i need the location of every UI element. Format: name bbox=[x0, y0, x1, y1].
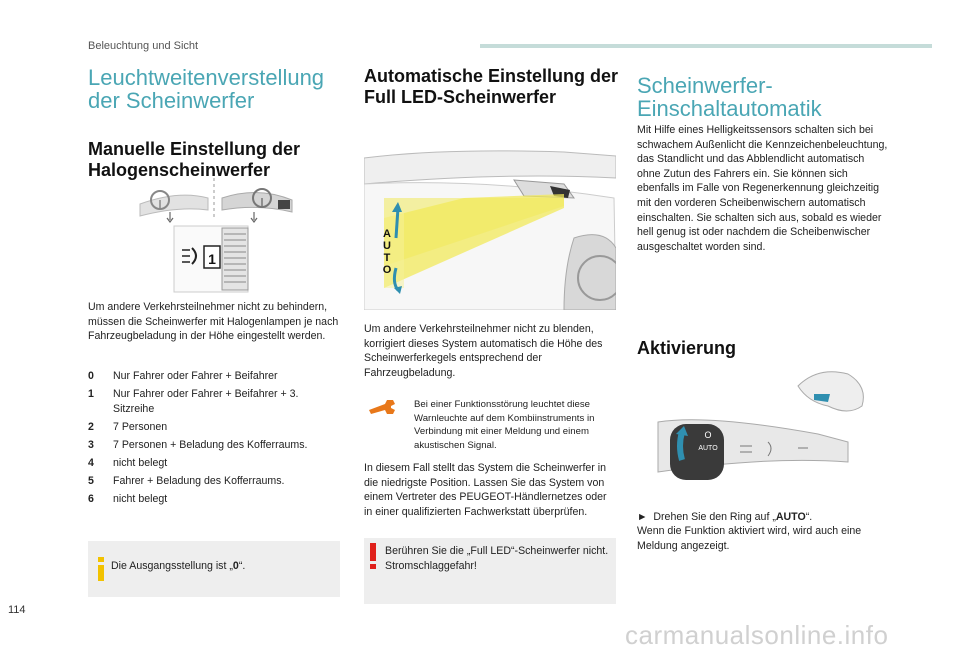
page-number: 114 bbox=[8, 604, 26, 616]
caution-note-text: Berühren Sie die „Full LED“-Scheinwerfer nicht. Stromschlaggefahr! bbox=[385, 545, 609, 572]
column-headlamp-manual bbox=[88, 66, 340, 181]
col2-intro: Um andere Verkehrsteilnehmer nicht zu blenden, korrigiert dieses System automatisch die Höhe des Scheinwerferkegels entsprechend der Fahrzeugbeladung. bbox=[364, 323, 603, 379]
auto-letter: T bbox=[383, 252, 391, 264]
auto-letter: U bbox=[383, 240, 391, 252]
caution-note bbox=[364, 538, 616, 604]
auto-vertical-label bbox=[381, 228, 393, 276]
list-item: 4 nicht belegt bbox=[88, 456, 168, 469]
dashboard-high-icon bbox=[222, 189, 292, 222]
list-item: 5 Fahrer + Beladung des Kofferraums. bbox=[88, 475, 285, 488]
stalk-label-auto: AUTO bbox=[698, 445, 718, 452]
col3-intro: Mit Hilfe eines Helligkeitssensors schalten sich bei schwachem Außenlicht die Kennzeichenbeleuchtung, das Standlicht und das Abblendlicht automatisch ohne Zutun des Fahrers ein. Sie können sich ebenfalls im Falle von Regenerkennung gleichzeitig mit den vorderen Scheibenwischern automatisch einschalten. Sie schalten sich aus, sobald es wieder hell genug ist oder nachdem die Scheibenwischer ausgeschaltet worden sind. bbox=[637, 124, 888, 253]
header-divider bbox=[480, 44, 932, 48]
section-title-auto: Automatische Einstellung der Full LED-Scheinwerfer bbox=[364, 66, 619, 107]
column-headlamp-auto bbox=[364, 66, 619, 108]
step-bullet-icon: ► bbox=[637, 511, 654, 523]
headlamp-beam-illustration bbox=[364, 138, 616, 310]
info-note bbox=[88, 541, 340, 597]
stalk-label-o: O bbox=[704, 430, 712, 440]
wrench-icon bbox=[367, 398, 397, 416]
list-item: 0 Nur Fahrer oder Fahrer + Beifahrer bbox=[88, 370, 278, 382]
col1-intro: Um andere Verkehrsteilnehmer nicht zu behindern, müssen die Scheinwerfer mit Halogenlampen je nach Fahrzeugbeladung in der Höhe eingestellt werden. bbox=[88, 301, 339, 343]
section-title-manual: Manuelle Einstellung der Halogenscheinwerfer bbox=[88, 139, 301, 180]
headlamp-adjustment-illustration bbox=[138, 176, 298, 296]
section-label: Beleuchtung und Sicht bbox=[88, 40, 199, 52]
list-item: 2 7 Personen bbox=[88, 420, 168, 433]
load-position-list bbox=[88, 369, 340, 510]
auto-letter: O bbox=[382, 264, 392, 276]
section-title-activation: Aktivierung bbox=[637, 338, 737, 358]
column-auto-lighting bbox=[637, 66, 889, 120]
watermark: carmanualsonline.info bbox=[625, 620, 889, 649]
list-item: 1 Nur Fahrer oder Fahrer + Beifahrer + 3. Sitzreihe bbox=[88, 388, 299, 415]
col2-fallback: In diesem Fall stellt das System die Scheinwerfer in die niedrigste Position. Lassen Sie das System von einem Vertreter des PEUGEOT-Händlernetzes oder in einer qualifizierten Fachwerkstatt überprüfen. bbox=[364, 462, 607, 518]
activation-step: ► Drehen Sie den Ring auf „AUTO“. bbox=[637, 511, 813, 523]
dial-digit: 1 bbox=[208, 251, 216, 267]
list-item: 6 nicht belegt bbox=[88, 493, 168, 506]
info-icon bbox=[94, 557, 108, 581]
section-title-auto-lighting: Scheinwerfer-Einschaltautomatik bbox=[637, 73, 822, 121]
activation-after: Wenn die Funktion aktiviert wird, wird auch eine Meldung angezeigt. bbox=[637, 525, 862, 552]
info-note-text: Die Ausgangsstellung ist „0“. bbox=[111, 560, 246, 572]
page-title: Leuchtweitenverstellung der Scheinwerfer bbox=[88, 65, 325, 113]
dashboard-low-icon bbox=[140, 191, 208, 222]
lighting-stalk-illustration bbox=[648, 366, 870, 490]
warning-icon bbox=[369, 543, 377, 569]
auto-letter: A bbox=[383, 228, 391, 240]
list-item: 3 7 Personen + Beladung des Kofferraums. bbox=[88, 438, 308, 451]
malfunction-warning-text: Bei einer Funktionsstörung leuchtet diese Warnleuchte auf dem Kombiinstruments in Verbindung mit einer Meldung und einem akustischen Signal. bbox=[414, 399, 595, 451]
